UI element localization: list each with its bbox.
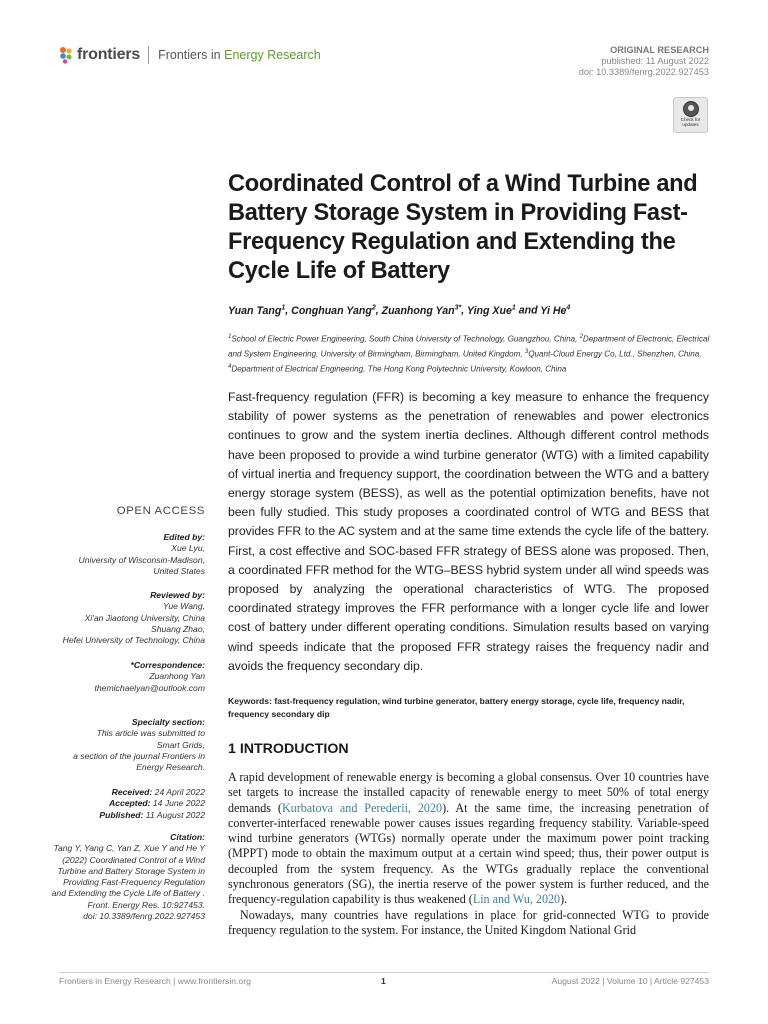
- logo-wordmark: frontiers: [77, 46, 141, 63]
- logo-divider: [148, 46, 149, 64]
- author-name[interactable]: Ying Xue$^1$: [466, 304, 516, 317]
- paragraph: A rapid development of renewable energy is becoming a global consensus. Over 10 countries have set targets to increase the installed capacity of renewable energy to meet 50% of total energy demands (Kurbatova and Perederii, 2020). At the same time, the increasing penetration of converter-interfaced renewable power causes issues regarding frequency stability. Variable-speed wind turbine generators (WTGs) normally operate under the maximum power point tracking (MPPT) mode to obtain the maximum output at a certain wind speed; thus, their power output is decoupled from the system frequency. As the WTGs gradually replace the conventional synchronous generators (SG), the inertia reserve of the power system is further reduced, and the frequency-regulation capability is thus weakened (Lin and Wu, 2020).: [228, 770, 709, 907]
- affiliation-mark: 1: [228, 334, 232, 340]
- author-name[interactable]: Conghuan Yang$^2$: [291, 304, 376, 317]
- introduction-body: [228, 770, 709, 938]
- citation-line: Tang Y, Yang C, Yan Z, Xue Y and He Y: [53, 843, 205, 854]
- author-affiliation-mark: 4: [566, 304, 571, 311]
- citation-line: and Extending the Cycle Life of Battery .: [51, 888, 205, 899]
- citation-line: Turbine and Battery Storage System in: [57, 865, 205, 876]
- author-affiliation-mark: 3*: [454, 304, 462, 311]
- affiliation-mark: 4: [228, 363, 232, 370]
- author-affiliation-mark: 1: [281, 304, 286, 311]
- page-number: 1: [381, 976, 386, 986]
- citation-link[interactable]: Lin and Wu, 2020: [472, 892, 561, 907]
- correspondence-section: *Correspondence: Zuanhong Yan themichaelyan@outlook.com: [94, 660, 205, 693]
- correspondence-email[interactable]: themichaelyan@outlook.com: [94, 682, 205, 693]
- published-date: published: 11 August 2022: [601, 56, 709, 66]
- footer-journal-link[interactable]: Frontiers in Energy Research | www.frontiersin.org: [59, 976, 251, 986]
- affiliation-mark: 2: [579, 334, 583, 340]
- keywords-label: Keywords:: [228, 696, 272, 706]
- frontiers-logo[interactable]: [59, 46, 321, 64]
- specialty-section: Specialty section: This article was submitted to Smart Grids, a section of the journal Frontiers in Energy Research.: [73, 717, 205, 773]
- check-for-updates-badge[interactable]: [673, 97, 708, 133]
- citation-link[interactable]: Kurbatova and Perederii, 2020: [281, 800, 443, 815]
- paragraph: Nowadays, many countries have regulations in place for grid-connected WTG to provide frequency regulation to the system. For instance, the United Kingdom National Grid: [228, 907, 709, 937]
- citation-line: Providing Fast-Frequency Regulation: [63, 877, 205, 888]
- check-updates-icon: [683, 101, 699, 117]
- article-type: ORIGINAL RESEARCH: [610, 45, 709, 55]
- author-list: Yuan Tang$^1$, Conghuan Yang$^2$, Zuanhong Yan$^{3*}$, Ying Xue$^1$ and Yi He$^4$: [228, 304, 571, 317]
- author-name[interactable]: Yuan Tang$^1$: [228, 304, 286, 317]
- citation-line: (2022) Coordinated Control of a Wind: [62, 854, 205, 865]
- journal-prefix: Frontiers in: [158, 48, 221, 62]
- dates-section: Received: 24 April 2022 Accepted: 14 June 2022 Published: 11 August 2022: [99, 787, 205, 820]
- citation-line: Front. Energy Res. 10:927453.: [87, 899, 205, 910]
- article-title: Coordinated Control of a Wind Turbine and Battery Storage System in Providing Fast-Frequency Regulation and Extending the Cycle Life of Battery: [228, 171, 698, 284]
- keywords: [228, 695, 712, 720]
- citation-line: doi: 10.3389/fenrg.2022.927453: [83, 911, 205, 922]
- reviewed-by-section: Reviewed by: Yue Wang, Xi'an Jiaotong University, China Shuang Zhao, Hefei University of Technology, China: [62, 590, 205, 646]
- affiliation-mark: 3: [524, 348, 529, 355]
- affiliations: [228, 331, 716, 376]
- affiliation-text: School of Electric Power Engineering, South China University of Technology, Guangzhou, China,: [231, 334, 580, 344]
- section-heading: 1 INTRODUCTION: [228, 741, 349, 757]
- article-doi[interactable]: doi: 10.3389/fenrg.2022.927453: [578, 67, 709, 77]
- journal-name[interactable]: [158, 48, 321, 62]
- affiliation-text: Department of Electrical Engineering, The Hong Kong Polytechnic University, Kowloon, China: [231, 364, 567, 374]
- frontiers-logo-icon: [59, 46, 73, 64]
- footer-divider: [59, 972, 709, 973]
- author-affiliation-mark: 1: [511, 304, 516, 311]
- affiliation-text: Department of Electronic, Electrical and System Engineering, University of Birmingham, Birmingham, United Kingdom,: [228, 334, 710, 359]
- journal-title: Energy Research: [224, 48, 321, 62]
- author-name[interactable]: Yi He$^4$: [540, 304, 571, 317]
- open-access-label: OPEN ACCESS: [116, 505, 205, 517]
- affiliation-text: Quant-Cloud Energy Co, Ltd., Shenzhen, China,: [528, 349, 702, 359]
- keywords-list: fast-frequency regulation, wind turbine generator, battery energy storage, cycle life, frequency nadir, frequency secondary dip: [228, 696, 685, 719]
- check-updates-label: Check for updates: [680, 117, 701, 127]
- abstract: Fast-frequency regulation (FFR) is becoming a key measure to enhance the frequency stability of power systems as the penetration of renewables and power electronics continues to grow and the system inertia declines. Although different control methods have been proposed to provide a wind turbine generator (WTG) with a limited capability of virtual inertia and frequency support, the coordination between the WTG and a battery energy storage system (BESS), as well as the potential optimization benefits, have not been fully studied. This study proposes a coordinated control of WTG and BESS that provides FFR to the AC system and at the same time extends the cycle life of the battery. First, a cost effective and SOC-based FFR strategy of BESS alone was proposed. Then, a coordinated FFR method for the WTG–BESS hybrid system under all wind speeds was proposed by analyzing the operational characteristics of WTG. The proposed coordinated strategy improves the FFR performance with a longer cycle life and lower cost of battery under different operating conditions. Simulation results based on varying wind speeds indicate that the proposed FFR strategy raises the frequency nadir and avoids the frequency secondary dip.: [228, 390, 709, 673]
- author-affiliation-mark: 2: [371, 304, 376, 311]
- citation-section: Citation: Tang Y, Yang C, Yan Z, Xue Y and He Y (2022) Coordinated Control of a Wind Turbine and Battery Storage System in Providing Fast-Frequency Regulation and Extending the Cycle Life of Battery . Front. Energy Res. 10:927453. doi: 10.3389/fenrg.2022.927453: [51, 832, 205, 922]
- edited-by-section: Edited by: Xue Lyu, University of Wisconsin-Madison, United States: [78, 532, 205, 576]
- author-name[interactable]: Zuanhong Yan$^{3*}$: [381, 304, 462, 317]
- footer-issue-info: August 2022 | Volume 10 | Article 927453: [551, 976, 709, 986]
- article-meta: [579, 45, 709, 78]
